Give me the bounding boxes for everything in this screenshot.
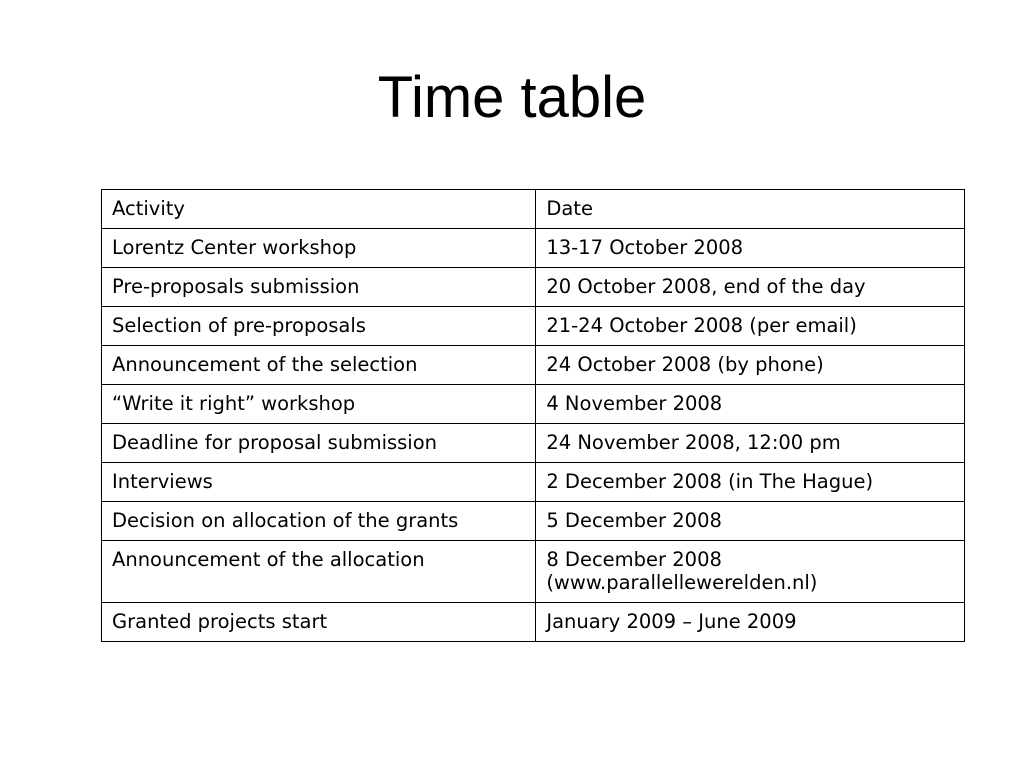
table-header-row: [102, 190, 965, 229]
activity-cell: Announcement of the selection: [102, 346, 536, 385]
table-row: [102, 229, 965, 268]
table-row: [102, 603, 965, 642]
header-date: Date: [536, 190, 965, 229]
time-table: [101, 189, 965, 642]
date-cell: 24 November 2008, 12:00 pm: [536, 424, 965, 463]
table-row: [102, 502, 965, 541]
date-cell: 8 December 2008 (www.parallellewerelden.nl): [536, 541, 965, 603]
table-row: [102, 346, 965, 385]
date-cell: 21-24 October 2008 (per email): [536, 307, 965, 346]
activity-cell: Granted projects start: [102, 603, 536, 642]
table-row: [102, 541, 965, 603]
slide-title: Time table: [377, 65, 647, 130]
activity-cell: Announcement of the allocation: [102, 541, 536, 603]
activity-cell: Decision on allocation of the grants: [102, 502, 536, 541]
activity-cell: Lorentz Center workshop: [102, 229, 536, 268]
activity-cell: Deadline for proposal submission: [102, 424, 536, 463]
table-row: [102, 424, 965, 463]
table-row: [102, 463, 965, 502]
table-row: [102, 307, 965, 346]
date-cell: January 2009 – June 2009: [536, 603, 965, 642]
date-cell: 13-17 October 2008: [536, 229, 965, 268]
date-cell: 20 October 2008, end of the day: [536, 268, 965, 307]
date-cell: 4 November 2008: [536, 385, 965, 424]
date-cell: 24 October 2008 (by phone): [536, 346, 965, 385]
activity-cell: “Write it right” workshop: [102, 385, 536, 424]
activity-cell: Pre-proposals submission: [102, 268, 536, 307]
date-cell: 5 December 2008: [536, 502, 965, 541]
table-row: [102, 268, 965, 307]
activity-cell: Selection of pre-proposals: [102, 307, 536, 346]
date-cell: 2 December 2008 (in The Hague): [536, 463, 965, 502]
activity-cell: Interviews: [102, 463, 536, 502]
header-activity: Activity: [102, 190, 536, 229]
table-row: [102, 385, 965, 424]
